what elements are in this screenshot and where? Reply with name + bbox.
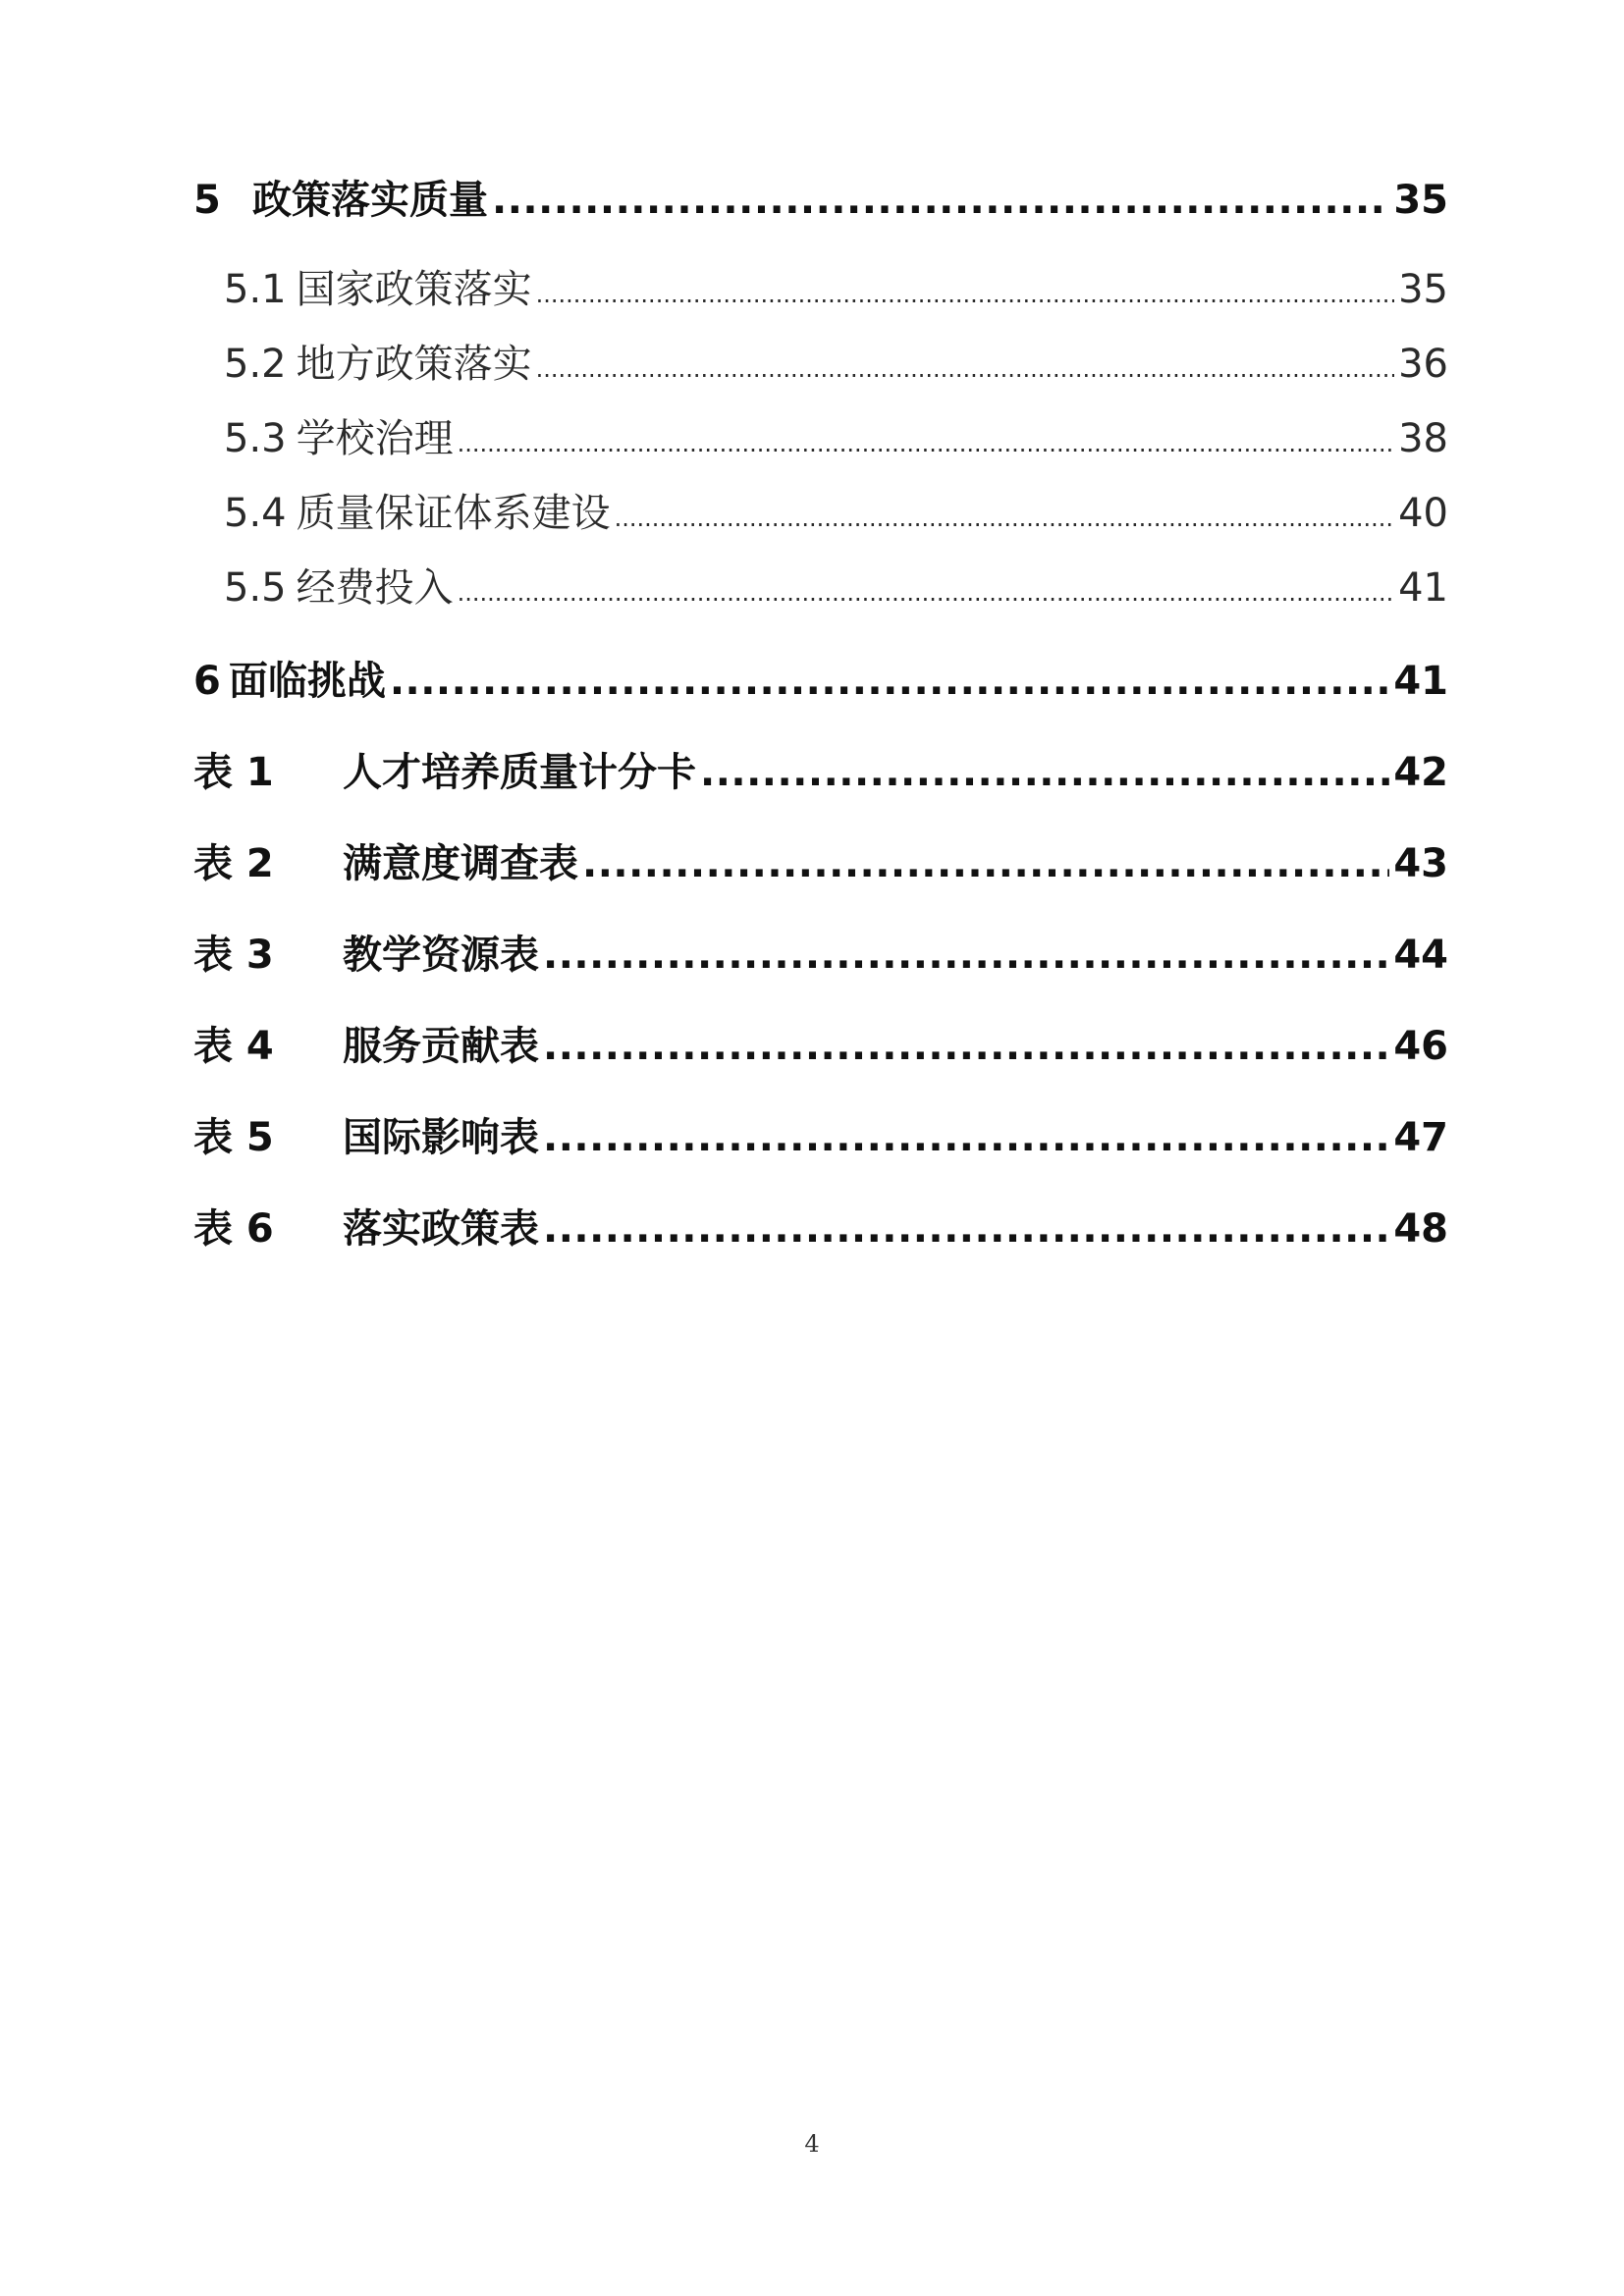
toc-entry-page: 46: [1393, 1024, 1448, 1069]
toc-entry-page: 40: [1398, 491, 1448, 536]
toc-entry-5-4[interactable]: [224, 482, 1448, 538]
toc-entry-table-6[interactable]: [193, 1198, 1448, 1254]
toc-leader-dots: [543, 933, 1389, 978]
toc-entry-title: 地方政策落实: [296, 342, 532, 387]
toc-entry-table-5[interactable]: [193, 1106, 1448, 1162]
toc-entry-page: 48: [1393, 1206, 1448, 1252]
toc-entry-title: 教学资源表: [343, 933, 539, 978]
toc-leader-dots: [543, 1024, 1389, 1069]
toc-entry-number: 5.4: [224, 491, 287, 536]
toc-entry-table-2[interactable]: [193, 832, 1448, 888]
toc-entry-title: 落实政策表: [343, 1206, 539, 1252]
toc-entry-number: 表 6: [193, 1206, 274, 1252]
toc-entry-table-1[interactable]: [193, 741, 1448, 797]
toc-entry-number: 表 3: [193, 933, 274, 978]
toc-entry-title: 国家政策落实: [296, 267, 532, 312]
toc-entry-page: 47: [1393, 1115, 1448, 1160]
toc-entry-page: 43: [1393, 841, 1448, 886]
page-number: 4: [804, 2130, 820, 2158]
toc-leader-dots: [492, 178, 1389, 223]
toc-entry-5-1[interactable]: [224, 258, 1448, 314]
toc-entry-page: 35: [1398, 267, 1448, 312]
toc-entry-number: 表 5: [193, 1115, 274, 1160]
toc-leader-dots: [458, 565, 1394, 611]
toc-entry-title: 学校治理: [296, 416, 454, 461]
toc-entry-5-2[interactable]: [224, 333, 1448, 389]
toc-entry-title: 服务贡献表: [343, 1024, 539, 1069]
toc-leader-dots: [458, 416, 1394, 461]
toc-entry-page: 35: [1393, 178, 1448, 223]
toc-entry-page: 41: [1393, 659, 1448, 704]
toc-entry-number: 表 1: [193, 750, 274, 795]
toc-entry-5-5[interactable]: [224, 557, 1448, 613]
toc-leader-dots: [536, 267, 1394, 312]
toc-leader-dots: [700, 750, 1389, 795]
toc-entry-page: 44: [1393, 933, 1448, 978]
toc-entry-title: 人才培养质量计分卡: [343, 750, 696, 795]
toc-leader-dots: [582, 841, 1389, 886]
toc-entry-title: 质量保证体系建设: [296, 491, 611, 536]
toc-entry-number: 表 2: [193, 841, 274, 886]
toc-entry-number: 表 4: [193, 1024, 274, 1069]
toc-entry-number: 5: [193, 178, 221, 223]
toc-leader-dots: [543, 1115, 1389, 1160]
toc-entry-5[interactable]: [193, 169, 1448, 225]
toc-entry-title: 面临挑战: [228, 659, 386, 704]
toc-entry-title: 政策落实质量: [252, 178, 488, 223]
toc-entry-page: 38: [1398, 416, 1448, 461]
toc-entry-5-3[interactable]: [224, 407, 1448, 463]
toc-entry-number: 5.3: [224, 416, 287, 461]
toc-leader-dots: [536, 342, 1394, 387]
toc-entry-number: 5.5: [224, 565, 287, 611]
toc-entry-title: 经费投入: [296, 565, 454, 611]
toc-entry-6[interactable]: [193, 650, 1448, 706]
toc-entry-table-3[interactable]: [193, 924, 1448, 980]
toc-entry-number: 5.2: [224, 342, 287, 387]
toc-entry-title: 满意度调查表: [343, 841, 578, 886]
toc-leader-dots: [390, 659, 1389, 704]
toc-leader-dots: [543, 1206, 1389, 1252]
toc-leader-dots: [615, 491, 1394, 536]
toc-entry-number: 6: [193, 659, 221, 704]
toc-entry-title: 国际影响表: [343, 1115, 539, 1160]
toc-entry-page: 42: [1393, 750, 1448, 795]
toc-entry-page: 36: [1398, 342, 1448, 387]
toc-entry-table-4[interactable]: [193, 1015, 1448, 1071]
toc-entry-page: 41: [1398, 565, 1448, 611]
toc-entry-number: 5.1: [224, 267, 287, 312]
